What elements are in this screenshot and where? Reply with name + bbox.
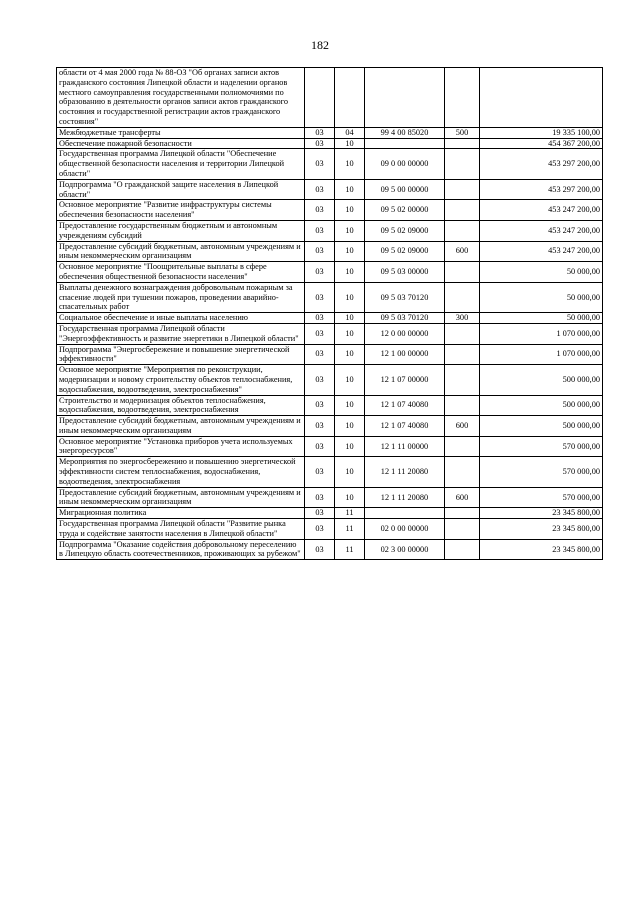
table-row [57,416,603,437]
section-code: 03 [305,457,335,487]
subsection-code: 10 [335,179,365,200]
target-article-code: 12 0 00 00000 [365,323,445,344]
amount: 453 247 200,00 [480,220,603,241]
subsection-code: 11 [335,508,365,519]
table-row [57,487,603,508]
subsection-code: 10 [335,138,365,149]
amount: 454 367 200,00 [480,138,603,149]
target-article-code: 09 0 00 00000 [365,149,445,179]
amount: 453 247 200,00 [480,241,603,262]
row-name: Обеспечение пожарной безопасности [57,138,305,149]
amount: 23 345 800,00 [480,539,603,560]
section-code: 03 [305,365,335,395]
section-code: 03 [305,323,335,344]
subsection-code: 11 [335,519,365,540]
table-row [57,138,603,149]
section-code: 03 [305,416,335,437]
amount: 19 335 100,00 [480,127,603,138]
expense-type-code [445,200,480,221]
subsection-code: 10 [335,395,365,416]
table-row [57,313,603,324]
section-code [305,68,335,128]
section-code: 03 [305,344,335,365]
row-name: Государственная программа Липецкой области "Развитие рынка труда и содействие занятости населения в Липецкой области" [57,519,305,540]
subsection-code: 10 [335,487,365,508]
target-article-code: 02 3 00 00000 [365,539,445,560]
row-name: Основное мероприятие "Мероприятия по реконструкции, модернизации и новому строительству объектов теплоснабжения, водоснабжения, водоотведения, электроснабжения" [57,365,305,395]
target-article-code: 12 1 07 40080 [365,416,445,437]
amount: 23 345 800,00 [480,508,603,519]
expense-type-code [445,436,480,457]
amount: 1 070 000,00 [480,344,603,365]
subsection-code: 10 [335,262,365,283]
amount: 500 000,00 [480,365,603,395]
target-article-code [365,138,445,149]
target-article-code: 09 5 02 09000 [365,220,445,241]
expense-type-code [445,395,480,416]
subsection-code: 10 [335,241,365,262]
subsection-code: 10 [335,457,365,487]
amount: 1 070 000,00 [480,323,603,344]
target-article-code: 12 1 11 20080 [365,487,445,508]
row-name: Миграционная политика [57,508,305,519]
expense-type-code: 500 [445,127,480,138]
amount: 500 000,00 [480,395,603,416]
expense-type-code: 600 [445,487,480,508]
target-article-code: 09 5 03 70120 [365,282,445,312]
expense-type-code [445,138,480,149]
table-row [57,344,603,365]
expense-type-code [445,282,480,312]
expense-type-code [445,68,480,128]
table-row [57,127,603,138]
subsection-code [335,68,365,128]
section-code: 03 [305,241,335,262]
row-name: Основное мероприятие "Поощрительные выплаты в сфере обеспечения общественной безопасности населения" [57,262,305,283]
table-row [57,436,603,457]
row-name: Предоставление субсидий бюджетным, автономным учреждениям и иным некоммерческим организациям [57,241,305,262]
expense-type-code [445,365,480,395]
amount: 50 000,00 [480,282,603,312]
expense-type-code: 300 [445,313,480,324]
row-name: Государственная программа Липецкой области "Обеспечение общественной безопасности населения и территории Липецкой области" [57,149,305,179]
table-row [57,262,603,283]
row-name: Подпрограмма "О гражданской защите населения в Липецкой области" [57,179,305,200]
target-article-code: 12 1 07 00000 [365,365,445,395]
target-article-code: 99 4 00 85020 [365,127,445,138]
table-row [57,149,603,179]
budget-table [56,67,603,560]
expense-type-code [445,519,480,540]
subsection-code: 10 [335,220,365,241]
expense-type-code [445,262,480,283]
row-name: области от 4 мая 2000 года № 88-ОЗ "Об органах записи актов гражданского состояния Липецкой области и наделении органов местного самоуправления государственными полномочиями по образованию в деятельности органов записи актов гражданского состояния и государственной регистрации актов гражданского состояния" [57,68,305,128]
amount [480,68,603,128]
amount: 50 000,00 [480,313,603,324]
expense-type-code [445,508,480,519]
table-row [57,68,603,128]
row-name: Мероприятия по энергосбережению и повышению энергетической эффективности систем теплоснабжения, водоснабжения, водоотведения, электроснабжения [57,457,305,487]
subsection-code: 10 [335,200,365,221]
section-code: 03 [305,149,335,179]
table-row [57,323,603,344]
subsection-code: 10 [335,365,365,395]
section-code: 03 [305,200,335,221]
section-code: 03 [305,508,335,519]
expense-type-code [445,539,480,560]
table-row [57,519,603,540]
row-name: Предоставление субсидий бюджетным, автономным учреждениям и иным некоммерческим организациям [57,416,305,437]
amount: 500 000,00 [480,416,603,437]
subsection-code: 10 [335,313,365,324]
section-code: 03 [305,519,335,540]
target-article-code: 09 5 02 09000 [365,241,445,262]
amount: 453 297 200,00 [480,149,603,179]
target-article-code: 09 5 03 70120 [365,313,445,324]
target-article-code: 02 0 00 00000 [365,519,445,540]
table-row [57,365,603,395]
section-code: 03 [305,262,335,283]
row-name: Государственная программа Липецкой области "Энергоэффективность и развитие энергетики в Липецкой области" [57,323,305,344]
expense-type-code [445,323,480,344]
row-name: Межбюджетные трансферты [57,127,305,138]
row-name: Предоставление субсидий бюджетным, автономным учреждениям и иным некоммерческим организациям [57,487,305,508]
amount: 453 297 200,00 [480,179,603,200]
target-article-code: 12 1 00 00000 [365,344,445,365]
section-code: 03 [305,127,335,138]
table-row [57,395,603,416]
amount: 50 000,00 [480,262,603,283]
amount: 453 247 200,00 [480,200,603,221]
subsection-code: 10 [335,416,365,437]
amount: 23 345 800,00 [480,519,603,540]
section-code: 03 [305,395,335,416]
target-article-code: 09 5 03 00000 [365,262,445,283]
subsection-code: 10 [335,149,365,179]
expense-type-code [445,457,480,487]
target-article-code: 12 1 07 40080 [365,395,445,416]
amount: 570 000,00 [480,436,603,457]
expense-type-code [445,179,480,200]
row-name: Основное мероприятие "Развитие инфраструктуры системы обеспечения безопасности населения" [57,200,305,221]
budget-table-body [57,68,603,560]
target-article-code [365,508,445,519]
target-article-code: 09 5 02 00000 [365,200,445,221]
table-row [57,220,603,241]
subsection-code: 10 [335,436,365,457]
subsection-code: 11 [335,539,365,560]
table-row [57,200,603,221]
section-code: 03 [305,179,335,200]
table-row [57,179,603,200]
table-row [57,539,603,560]
section-code: 03 [305,282,335,312]
row-name: Подпрограмма "Оказание содействия добровольному переселению в Липецкую область соотечественников, проживающих за рубежом" [57,539,305,560]
section-code: 03 [305,313,335,324]
section-code: 03 [305,539,335,560]
page-number: 182 [311,38,329,52]
section-code: 03 [305,220,335,241]
expense-type-code [445,220,480,241]
table-row [57,508,603,519]
expense-type-code [445,149,480,179]
section-code: 03 [305,487,335,508]
subsection-code: 04 [335,127,365,138]
section-code: 03 [305,138,335,149]
row-name: Основное мероприятие "Установка приборов учета используемых энергоресурсов" [57,436,305,457]
subsection-code: 10 [335,344,365,365]
row-name: Социальное обеспечение и иные выплаты населению [57,313,305,324]
expense-type-code: 600 [445,241,480,262]
target-article-code: 09 5 00 00000 [365,179,445,200]
expense-type-code [445,344,480,365]
table-row [57,241,603,262]
target-article-code: 12 1 11 00000 [365,436,445,457]
table-row [57,282,603,312]
table-row [57,457,603,487]
row-name: Выплаты денежного вознаграждения добровольным пожарным за спасение людей при тушении пожаров, проведении аварийно-спасательных работ [57,282,305,312]
target-article-code [365,68,445,128]
subsection-code: 10 [335,323,365,344]
amount: 570 000,00 [480,457,603,487]
amount: 570 000,00 [480,487,603,508]
row-name: Предоставление государственным бюджетным и автономным учреждениям субсидий [57,220,305,241]
section-code: 03 [305,436,335,457]
target-article-code: 12 1 11 20080 [365,457,445,487]
row-name: Строительство и модернизация объектов теплоснабжения, водоснабжения, водоотведения, электроснабжения [57,395,305,416]
expense-type-code: 600 [445,416,480,437]
row-name: Подпрограмма "Энергосбережение и повышение энергетической эффективности" [57,344,305,365]
subsection-code: 10 [335,282,365,312]
